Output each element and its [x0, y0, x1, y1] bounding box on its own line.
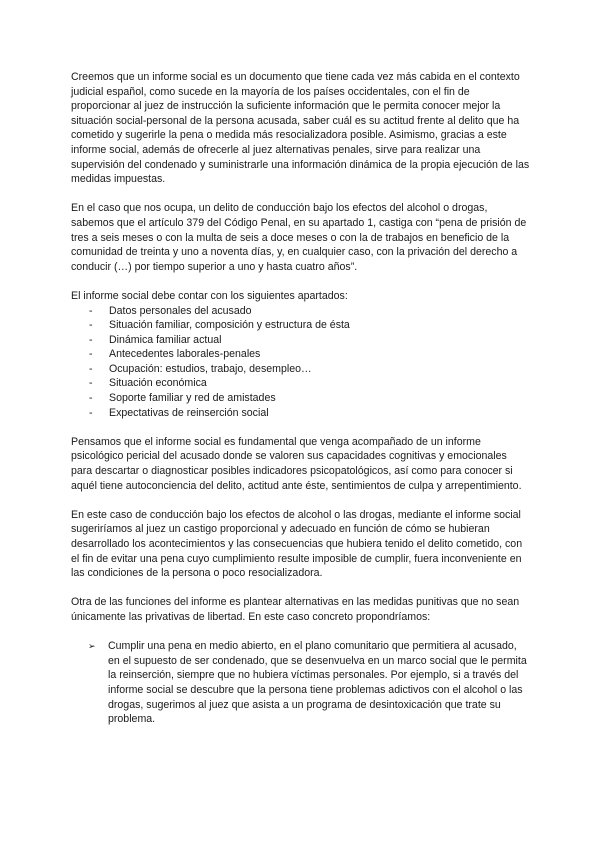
list-item: - Dinámica familiar actual — [89, 333, 222, 346]
list-item: - Datos personales del acusado — [89, 304, 252, 317]
list-item: - Situación familiar, composición y estructura de ésta — [89, 319, 350, 332]
dash-bullet: - — [89, 406, 93, 419]
paragraph-spacer — [71, 187, 530, 202]
list-item: ➢ Cumplir una pena en medio abierto, en el plano comunitario que permitiera al acusado, en el supuesto de ser condenado, que se desenvuelva en un marco social que le permita la reinserción, siempre que no hubiera víctimas personales. Por ejemplo, si a través del informe social se descubre que la persona tiene problemas adictivos con el alcohol o las drogas, sugerimos al juez que asista a un programa de desintoxicación que trate su problema. — [88, 640, 527, 726]
dash-bullet: - — [89, 362, 93, 375]
paragraph-spacer — [71, 274, 530, 289]
proposals-list — [71, 639, 530, 727]
list-item: - Situación económica — [89, 377, 207, 390]
dash-bullet: - — [89, 392, 93, 405]
paragraph-spacer — [71, 581, 530, 596]
list-item: - Soporte familiar y red de amistades — [89, 392, 276, 405]
paragraph-sections-intro: El informe social debe contar con los siguientes apartados: — [71, 289, 348, 302]
paragraph-intro: Creemos que un informe social es un documento que tiene cada vez más cabida en el contexto judicial español, como sucede en la mayoría de los países occidentales, con el fin de proporcionar al juez de instrucción la suficiente información que le permita conocer mejor la situación social-personal de la persona acusada, saber cuál es su actitud frente al delito que ha cometido y sugerirle la pena o medida más resocializadora posible. Asimismo, gracias a este informe social, además de ofrecerle al juez alternativas penales, sirve para realizar una supervisión del condenado y suministrarle una información dinámica de la propia ejecución de las medidas impuestas. — [71, 71, 530, 186]
paragraph-spacer — [71, 420, 530, 435]
paragraph-legal-reference: En el caso que nos ocupa, un delito de conducción bajo los efectos del alcohol o drogas, sabemos que el artículo 379 del Código Penal, en su apartado 1, castiga con “pena de prisión de tres a seis meses o con la multa de seis a doce meses o con la de trabajos en beneficio de la comunidad de treinta y uno a noventa días, y, en cualquier caso, con la privación del derecho a conducir (…) por tiempo superior a uno y hasta cuatro años”. — [71, 202, 527, 273]
dash-bullet: - — [89, 304, 93, 317]
dash-bullet: - — [89, 377, 93, 390]
paragraph-psychological-report: Pensamos que el informe social es fundamental que venga acompañado de un informe psicológico pericial del acusado donde se valoren sus capacidades cognitivas y emocionales para descartar o diagnosticar posibles indicadores psicopatológicos, así como para conocer si aquél tiene autoconciencia del delito, actitud ante éste, sentimientos de culpa y arrepentimiento. — [71, 435, 522, 492]
list-item: - Expectativas de reinserción social — [89, 406, 269, 419]
dash-bullet: - — [89, 348, 93, 361]
paragraph-alternatives: Otra de las funciones del informe es plantear alternativas en las medidas punitivas que no sean únicamente las privativas de libertad. En este caso concreto propondríamos: — [71, 596, 520, 623]
paragraph-proportional-punishment: En este caso de conducción bajo los efectos de alcohol o las drogas, mediante el informe social sugeriríamos al juez un castigo proporcional y adecuado en función de cómo se hubieran desarrollado los acontecimientos y las consecuencias que hubiera tenido el delito cometido, con el fin de evitar una pena cuyo cumplimiento resulte imposible de cumplir, fuera inconveniente en las condiciones de la persona o poco resocializadora. — [71, 508, 523, 580]
list-item: - Antecedentes laborales-penales — [89, 348, 261, 361]
dash-bullet: - — [89, 319, 93, 332]
sections-list — [71, 304, 530, 421]
dash-bullet: - — [89, 333, 93, 346]
paragraph-spacer — [71, 493, 530, 508]
list-item: - Ocupación: estudios, trabajo, desempleo… — [89, 362, 312, 375]
arrow-bullet-icon: ➢ — [88, 641, 96, 652]
paragraph-spacer — [71, 625, 530, 640]
